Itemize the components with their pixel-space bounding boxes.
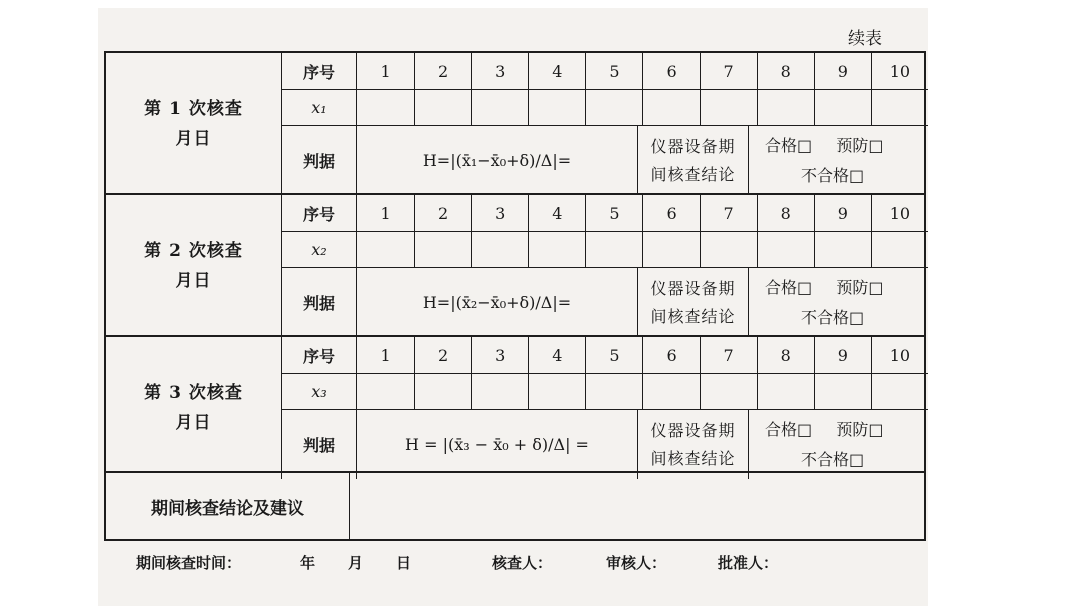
block-date-label: 月日 (175, 271, 212, 291)
seq-number: 1 (380, 61, 391, 81)
conclusion-line2: 间核查结论 (650, 164, 736, 184)
judge-header: 判据 (282, 125, 356, 195)
reviewer-label: 审核人： (606, 554, 667, 572)
prevent-checkbox[interactable]: 预防□ (836, 419, 884, 439)
block-title-cell (106, 53, 282, 195)
value-cells (357, 373, 928, 409)
value-cell[interactable] (871, 374, 928, 409)
pass-checkbox[interactable]: 合格□ (765, 277, 813, 297)
day-label: 日 (396, 554, 412, 572)
x-header: x₁ (282, 89, 356, 125)
seq-numbers (357, 195, 928, 231)
conclusion-label (637, 126, 749, 195)
x-header: x₂ (282, 231, 356, 267)
value-cell[interactable] (414, 374, 471, 409)
value-cell[interactable] (700, 374, 757, 409)
seq-header: 序号 (302, 62, 335, 82)
block-date-label: 月日 (175, 413, 212, 433)
final-conclusion-label: 期间核查结论及建议 (106, 473, 350, 539)
value-cell[interactable] (357, 232, 414, 267)
value-cell[interactable] (642, 90, 699, 125)
conclusion-line2: 间核查结论 (650, 306, 736, 326)
value-cell[interactable] (528, 90, 585, 125)
value-cell[interactable] (528, 374, 585, 409)
seq-number: 3 (471, 53, 528, 89)
criterion-formula: H=|(x̄₁−x̄₀+δ)/Δ|= (422, 151, 572, 170)
value-cell[interactable] (700, 90, 757, 125)
row-headers (282, 337, 357, 479)
seq-number: 1 (380, 345, 391, 365)
block-title: 第 3 次核查 (144, 383, 243, 403)
value-cell[interactable] (471, 232, 528, 267)
seq-number: 10 (871, 195, 928, 231)
pass-checkbox[interactable]: 合格□ (765, 135, 813, 155)
value-cell[interactable] (871, 232, 928, 267)
data-area (357, 53, 928, 195)
value-cell[interactable] (814, 232, 871, 267)
approver-label: 批准人： (718, 554, 779, 572)
seq-number: 5 (585, 337, 642, 373)
result-options (749, 126, 928, 195)
value-cell[interactable] (357, 374, 414, 409)
data-area (357, 195, 928, 337)
seq-number: 10 (871, 337, 928, 373)
block-title-cell (106, 337, 282, 479)
seq-header: 序号 (302, 346, 335, 366)
value-cell[interactable] (357, 90, 414, 125)
conclusion-line2: 间核查结论 (650, 448, 736, 468)
seq-number: 2 (414, 53, 471, 89)
year-label: 年 (300, 554, 316, 572)
data-area (357, 337, 928, 479)
conclusion-label (637, 268, 749, 337)
fail-checkbox[interactable]: 不合格□ (801, 307, 865, 327)
seq-number: 6 (642, 195, 699, 231)
check-time-label: 期间核查时间： (136, 554, 242, 572)
judge-row (357, 267, 928, 337)
conclusion-line1: 仪器设备期 (650, 420, 736, 440)
row-headers (282, 53, 357, 195)
seq-number: 6 (642, 337, 699, 373)
pass-checkbox[interactable]: 合格□ (765, 419, 813, 439)
seq-numbers (357, 53, 928, 89)
value-cell[interactable] (585, 232, 642, 267)
conclusion-line1: 仪器设备期 (650, 278, 736, 298)
seq-number: 4 (528, 53, 585, 89)
x-header: x₃ (282, 373, 356, 409)
final-conclusion-field[interactable] (350, 473, 924, 539)
value-cell[interactable] (757, 374, 814, 409)
judge-row (357, 409, 928, 479)
prevent-checkbox[interactable]: 预防□ (836, 135, 884, 155)
seq-number: 7 (700, 337, 757, 373)
judge-row (357, 125, 928, 195)
seq-number: 3 (471, 195, 528, 231)
continuation-label: 续表 (848, 29, 882, 49)
seq-number: 3 (471, 337, 528, 373)
value-cell[interactable] (585, 90, 642, 125)
fail-checkbox[interactable]: 不合格□ (801, 449, 865, 469)
month-label: 月 (348, 554, 364, 572)
seq-number: 7 (700, 53, 757, 89)
block-date-label: 月日 (175, 129, 212, 149)
seq-number: 4 (528, 337, 585, 373)
check-block-3 (104, 335, 926, 477)
seq-number: 9 (814, 337, 871, 373)
signature-footer (136, 552, 896, 576)
checker-label: 核查人： (492, 554, 553, 572)
check-block-2 (104, 193, 926, 335)
value-cell[interactable] (642, 374, 699, 409)
seq-number: 8 (757, 337, 814, 373)
seq-numbers (357, 337, 928, 373)
result-options (749, 268, 928, 337)
seq-number: 4 (528, 195, 585, 231)
judge-header: 判据 (282, 267, 356, 337)
block-title-cell (106, 195, 282, 337)
criterion-formula: H=|(x̄₂−x̄₀+δ)/Δ|= (422, 293, 572, 312)
final-conclusion-row (104, 471, 926, 541)
value-cell[interactable] (414, 232, 471, 267)
seq-number: 8 (757, 53, 814, 89)
seq-number: 10 (871, 53, 928, 89)
conclusion-line1: 仪器设备期 (650, 136, 736, 156)
value-cell[interactable] (471, 374, 528, 409)
seq-number: 2 (414, 337, 471, 373)
seq-number: 9 (814, 195, 871, 231)
value-cell[interactable] (757, 90, 814, 125)
seq-number: 5 (585, 53, 642, 89)
conclusion-label (637, 410, 749, 479)
value-cell[interactable] (757, 232, 814, 267)
value-cell[interactable] (814, 90, 871, 125)
seq-number: 5 (585, 195, 642, 231)
prevent-checkbox[interactable]: 预防□ (836, 277, 884, 297)
seq-number: 6 (642, 53, 699, 89)
criterion-formula: H = |(x̄₃ − x̄₀ + δ)/Δ| = (405, 435, 589, 454)
block-title: 第 1 次核查 (144, 99, 243, 119)
value-cell[interactable] (700, 232, 757, 267)
value-cell[interactable] (414, 90, 471, 125)
row-headers (282, 195, 357, 337)
value-cell[interactable] (871, 90, 928, 125)
value-cell[interactable] (642, 232, 699, 267)
value-cell[interactable] (471, 90, 528, 125)
block-title: 第 2 次核查 (144, 241, 243, 261)
value-cells (357, 89, 928, 125)
fail-checkbox[interactable]: 不合格□ (801, 165, 865, 185)
seq-number: 7 (700, 195, 757, 231)
seq-number: 1 (380, 203, 391, 223)
seq-number: 9 (814, 53, 871, 89)
check-block-1 (104, 51, 926, 193)
value-cells (357, 231, 928, 267)
value-cell[interactable] (528, 232, 585, 267)
judge-header: 判据 (282, 409, 356, 479)
seq-header: 序号 (302, 204, 335, 224)
value-cell[interactable] (814, 374, 871, 409)
seq-number: 2 (414, 195, 471, 231)
result-options (749, 410, 928, 479)
seq-number: 8 (757, 195, 814, 231)
value-cell[interactable] (585, 374, 642, 409)
